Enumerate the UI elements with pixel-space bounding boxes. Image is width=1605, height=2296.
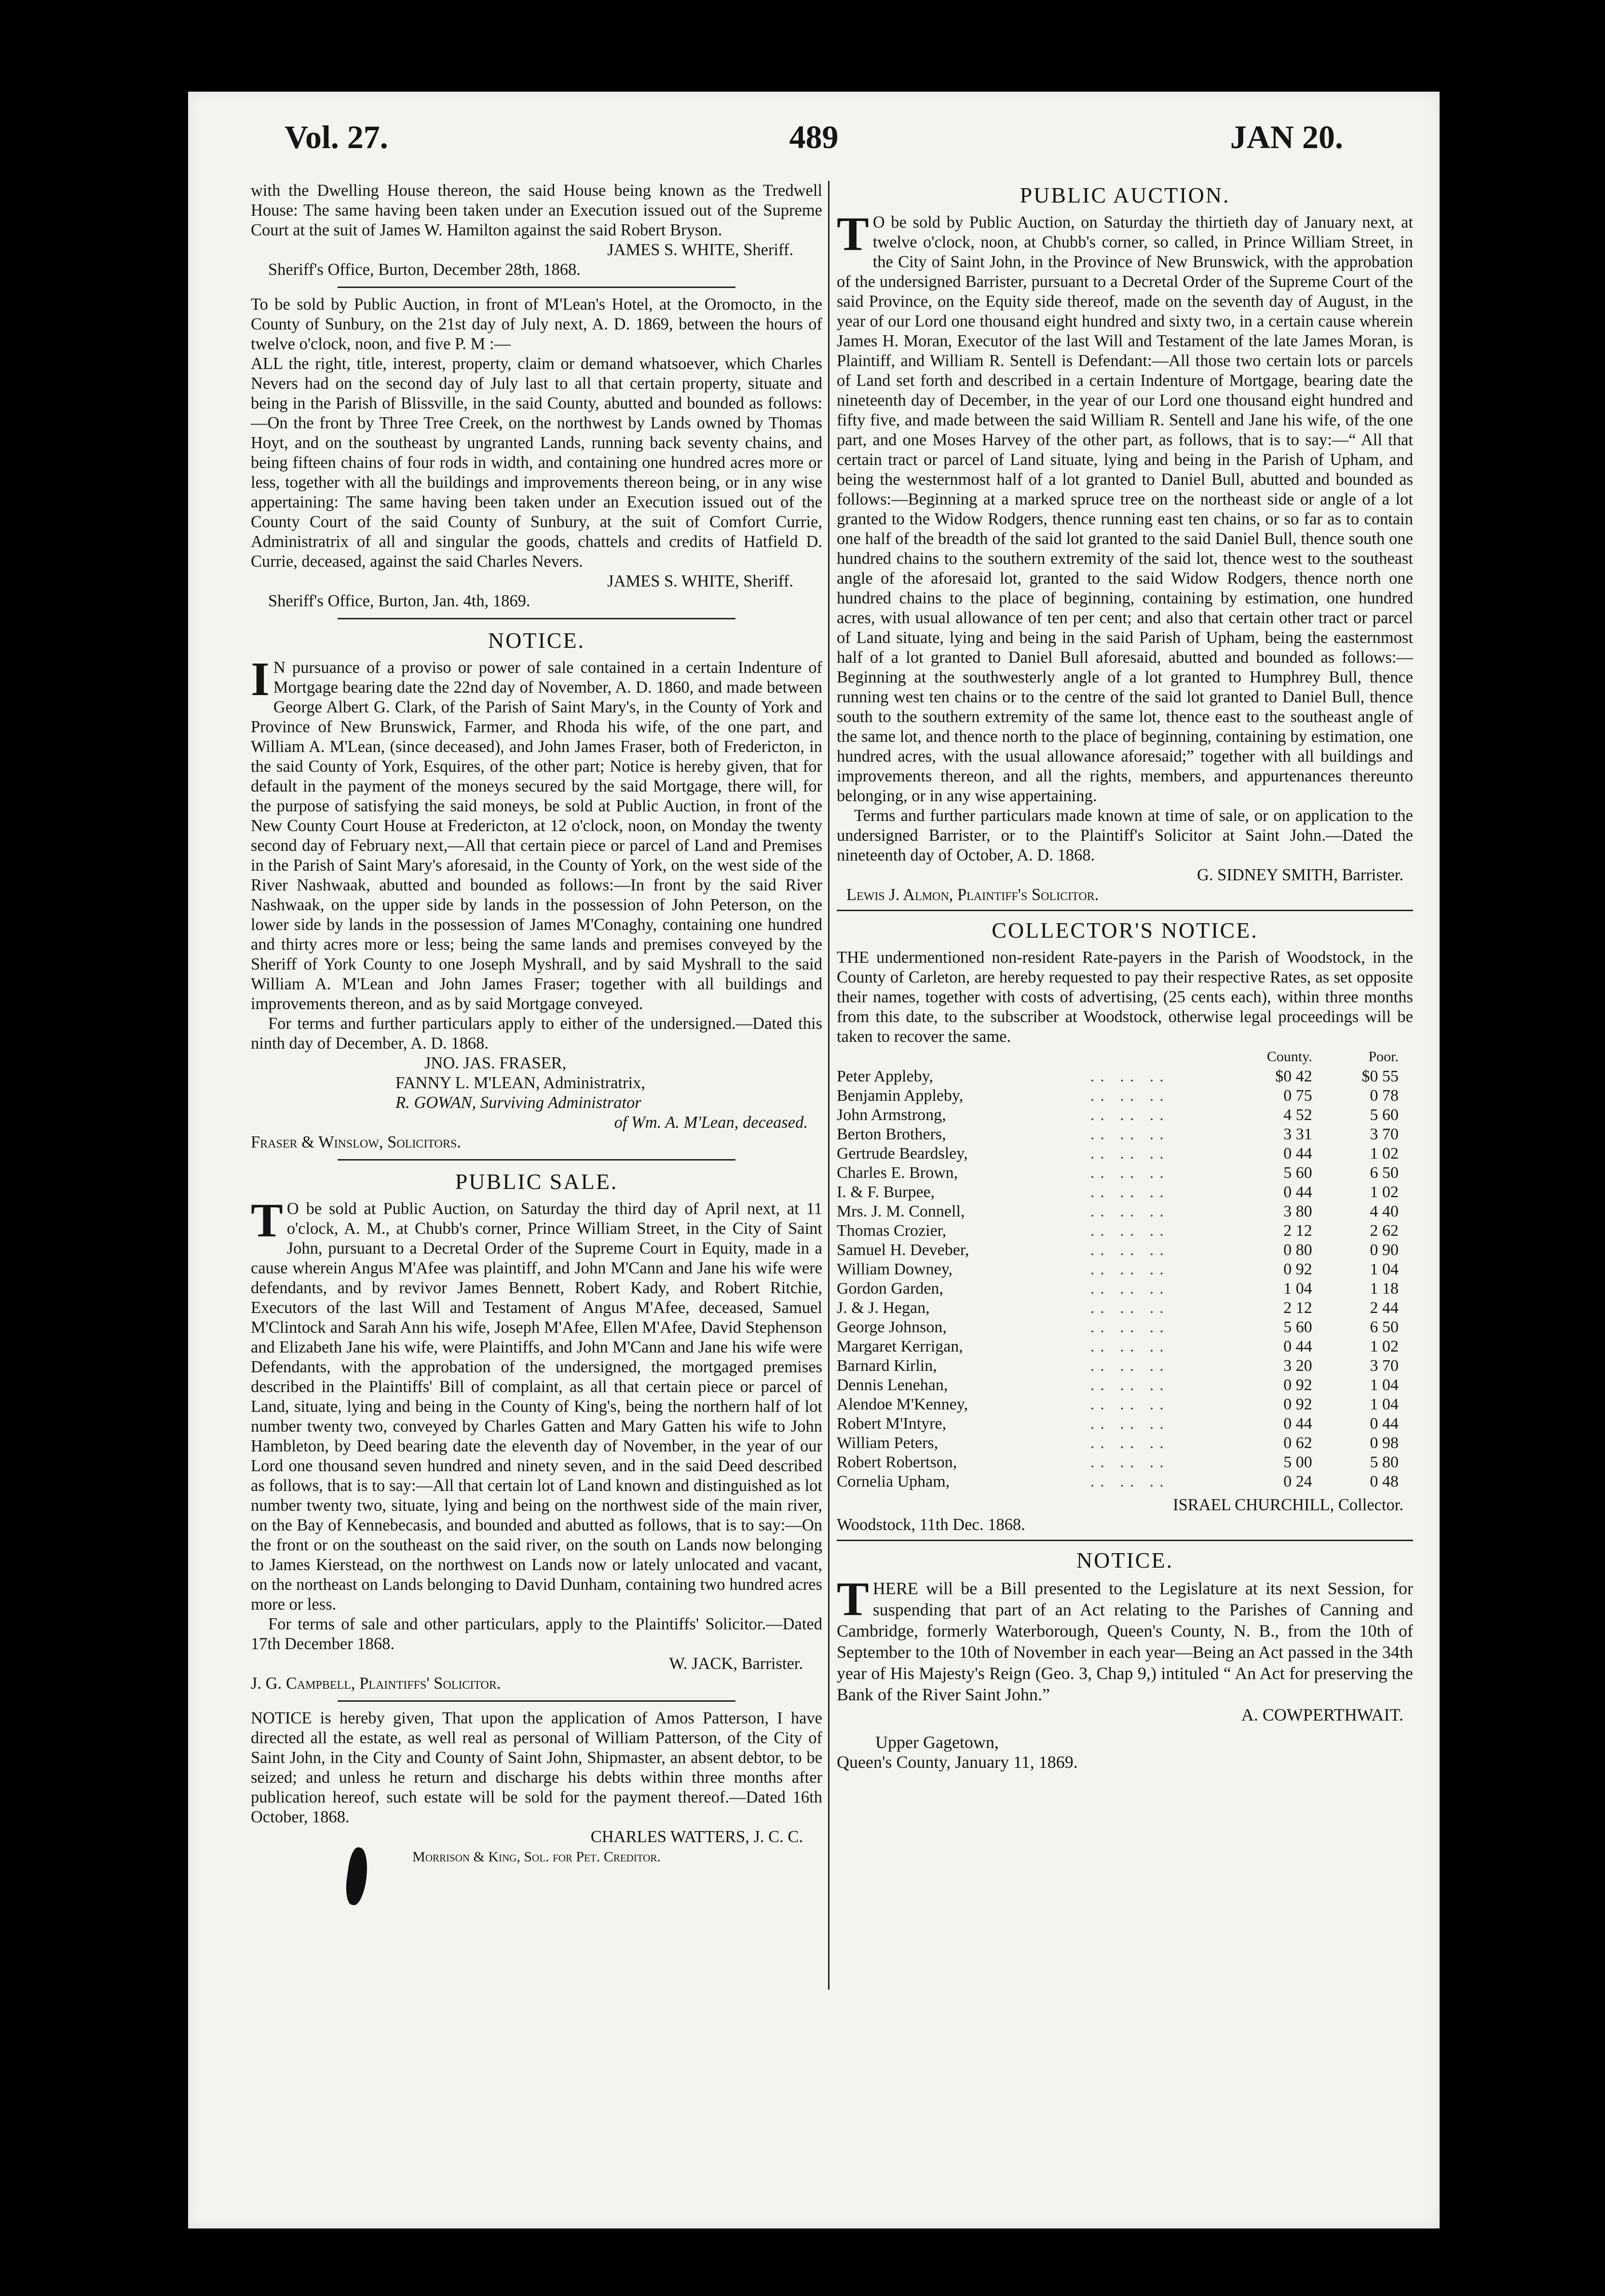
leader-dots: .. .. .. [1090, 1145, 1170, 1162]
notice-solicitor: Fraser & Winslow, Solicitors. [251, 1133, 461, 1151]
separator-rule [338, 1159, 735, 1161]
ratepayer-name: J. & J. Hegan, [837, 1299, 930, 1317]
leader-dots: .. .. .. [1090, 1164, 1170, 1182]
table-row [837, 1395, 1413, 1414]
notice-signer: G. SIDNEY SMITH, Barrister. [1197, 866, 1403, 884]
ratepayer-name: Barnard Kirlin, [837, 1357, 937, 1375]
poor-rate: 0 78 [1370, 1087, 1399, 1105]
ratepayer-name: Dennis Lenehan, [837, 1376, 948, 1394]
poor-rate: 0 98 [1370, 1434, 1399, 1452]
county-rate: 0 92 [1283, 1395, 1312, 1413]
poor-rate: 1 18 [1370, 1280, 1399, 1298]
signer-2: FANNY L. M'LEAN, Administratrix, [395, 1074, 645, 1092]
notice-dateline: Sheriff's Office, Burton, December 28th, 1868. [268, 260, 581, 279]
spacer [837, 1725, 1413, 1733]
poor-rate: 0 48 [1370, 1473, 1399, 1490]
right-column [837, 181, 1413, 1772]
county-rate: 3 80 [1283, 1203, 1312, 1220]
notice-heading: PUBLIC AUCTION. [1020, 183, 1230, 207]
ratepayer-name: Mrs. J. M. Connell, [837, 1203, 965, 1220]
table-row [837, 1125, 1413, 1144]
ratepayer-name: I. & F. Burpee, [837, 1183, 935, 1201]
ratepayer-name: Thomas Crozier, [837, 1222, 947, 1240]
separator-rule [338, 1700, 735, 1702]
drop-cap: I [251, 652, 270, 706]
notice-heading: COLLECTOR'S NOTICE. [992, 918, 1258, 943]
ratepayer-name: John Armstrong, [837, 1106, 946, 1124]
table-row [837, 1356, 1413, 1376]
ratepayer-name: Gordon Garden, [837, 1280, 943, 1298]
sheriff-sale-notice [251, 295, 822, 611]
notice-body: NOTICE is hereby given, That upon the application of Amos Patterson, I have directed all the estate, as well real as personal of William Patterson, of the City of Saint John, in the City and County of Saint John, Shipmaster, an absent debtor, to be seized; and unless he return and discharge his debts within three months after publication hereof, such estate will be sold for the payment thereof.—Dated 16th October, 1868. [251, 1709, 822, 1826]
notice-dateline: Queen's County, January 11, 1869. [837, 1752, 1078, 1772]
poor-rate: 5 80 [1370, 1453, 1399, 1471]
notice-signer: A. COWPERTHWAIT. [1241, 1705, 1403, 1724]
table-row [837, 1298, 1413, 1318]
mortgage-notice [251, 626, 822, 1152]
leader-dots: .. .. .. [1090, 1376, 1170, 1394]
separator-rule [837, 910, 1413, 911]
leader-dots: .. .. .. [1090, 1067, 1170, 1085]
poor-rate: 2 62 [1370, 1222, 1399, 1240]
table-row [837, 1279, 1413, 1298]
separator-rule [338, 618, 735, 619]
notice-body: ALL the right, title, interest, property, claim or demand whatsoever, which Charles Nevers had on the second day of July last to all that certain property, situate and being in the Parish of Blissville, in the said County, abutted and bounded as follows:—On the front by Three Tree Creek, on the northwest by Lands owned by Thomas Hoyt, and on the southeast by ungranted Lands, running back seventy chains, and being fifteen chains of four rods in width, and containing one hundred acres more or less, together with all the buildings and improvements thereon being, or in any wise appertaining: The same having been taken under an Execution issued out of the County Court of the said County of Sunbury, at the suit of Comfort Currie, Administratrix of all and singular the goods, chattels and credits of Hatfield D. Currie, deceased, against the said Charles Nevers. [251, 355, 822, 571]
newspaper-page [188, 92, 1440, 2228]
signer-4: of Wm. A. M'Lean, deceased. [614, 1113, 808, 1132]
poor-rate: 1 02 [1370, 1338, 1399, 1355]
notice-place: Upper Gagetown, [875, 1733, 999, 1752]
county-rate: 2 12 [1283, 1299, 1312, 1317]
issue-date: JAN 20. [1230, 119, 1343, 155]
table-row [837, 1434, 1413, 1453]
notice-solicitor: J. G. Campbell, Plaintiffs' Solicitor. [251, 1674, 501, 1693]
leader-dots: .. .. .. [1090, 1106, 1170, 1124]
separator-rule [338, 287, 735, 288]
poor-rate: 3 70 [1370, 1357, 1399, 1375]
page-header [285, 118, 1343, 171]
rates-table [837, 1047, 1413, 1491]
county-rate: 5 00 [1283, 1453, 1312, 1471]
notice-dateline: Sheriff's Office, Burton, Jan. 4th, 1869. [268, 592, 530, 610]
notice-solicitor: Morrison & King, Sol. for Pet. Creditor. [412, 1849, 661, 1865]
county-rate: 0 44 [1283, 1145, 1312, 1162]
poor-rate: 6 50 [1370, 1164, 1399, 1182]
table-row [837, 1086, 1413, 1106]
table-row [837, 1106, 1413, 1125]
notice-signer: CHARLES WATTERS, J. C. C. [590, 1828, 803, 1846]
table-row [837, 1183, 1413, 1202]
drop-cap: T [837, 1572, 869, 1626]
notice-body: N pursuance of a proviso or power of sale contained in a certain Indenture of Mortgage bearing date the 22nd day of November, A. D. 1860, and made between George Albert G. Clark, of the Parish of Saint Mary's, in the County of York and Province of New Brunswick, Farmer, and Rhoda his wife, of the one part, and William A. M'Lean, (since deceased), and John James Fraser, both of Fredericton, in the said County of York, Esquires, of the other part; Notice is hereby given, that for default in the payment of the moneys secured by the said Mortgage, there will, for the purpose of satisfying the said moneys, be sold at Public Auction, in front of the New County Court House at Fredericton, at 12 o'clock, noon, on Monday the twenty second day of February next,—All that certain piece or parcel of Land and Premises in the Parish of Saint Mary's aforesaid, in the County of York, on the west side of the River Nashwaak, abutted and bounded as follows:—In front by the said River Nashwaak, on the upper side by lands in the possession of John Peterson, on the lower side by lands in the possession of James M'Conaghy, containing one hundred and thirty acres more or less; being the same lands and premises conveyed by the Sheriff of York County to one Joseph Myshrall, and by said Myshrall to the said William A. M'Lean and John James Fraser; together with all buildings and improvements thereon, and as by said Mortgage conveyed. [251, 658, 822, 1013]
leader-dots: .. .. .. [1090, 1241, 1170, 1259]
separator-rule [837, 1540, 1413, 1541]
public-sale-notice [251, 1167, 822, 1694]
ratepayer-name: Robert Robertson, [837, 1453, 957, 1471]
county-rate: 5 60 [1283, 1318, 1312, 1336]
county-rate: 5 60 [1283, 1164, 1312, 1182]
ratepayer-name: Berton Brothers, [837, 1125, 946, 1143]
county-rate: 2 12 [1283, 1222, 1312, 1240]
notice-signer: JAMES S. WHITE, Sheriff. [607, 572, 793, 590]
leader-dots: .. .. .. [1090, 1125, 1170, 1143]
notice-body: O be sold at Public Auction, on Saturday the third day of April next, at 11 o'clock, A. M., at Chubb's corner, Prince William Street, in the City of Saint John, pursuant to a Decretal Order of the Supreme Court in Equity, made in a cause wherein Angus M'Afee was plaintiff, and John M'Cann and Jane his wife were defendants, and by revivor James Bennett, Robert Kady, and Robert Ritchie, Executors of the last Will and Testament of Angus M'Afee, deceased, Samuel M'Clintock and Sarah Ann his wife, Joseph M'Afee, Ellen M'Afee, David Stephenson and Elizabeth Jane his wife, were Plaintiffs, and John M'Cann and Jane his wife were Defendants, with the approbation of the undersigned, the mortgaged premises described in the Plaintiffs' Bill of complaint, as all that certain piece or parcel of Land, situate, lying and being in the County of King's, being the northern half of lot number twenty two, conveyed by Charles Gatten and Mary Gatten his wife to John Hambleton, by Deed bearing date the eleventh day of November, in the year of our Lord one thousand seven hundred and ninety seven, and in the said Deed described as follows, that is to say:—All that certain lot of Land known and distinguished as lot number twenty two, situate, lying and being on the northwest side of the main river, on the Bay of Kennebecasis, and bounded and abutted as follows, that is to say:—On the front or on the southeast on the said river, on the south on Lands now belonging to James Kierstead, on the northwest on Lands now or lately unlocated and vacant, on the northeast on Lands belonging to David Dunham, containing two hundred acres more or less. [251, 1200, 822, 1613]
leader-dots: .. .. .. [1090, 1087, 1170, 1105]
poor-rate: $0 55 [1361, 1067, 1399, 1085]
page-number: 489 [789, 119, 839, 155]
county-rate: 0 75 [1283, 1087, 1312, 1105]
poor-rate: 2 44 [1370, 1299, 1399, 1317]
poor-rate: 0 90 [1370, 1241, 1399, 1259]
ratepayer-name: William Peters, [837, 1434, 939, 1452]
notice-body: O be sold by Public Auction, on Saturday the thirtieth day of January next, at twelve o'clock, noon, at Chubb's corner, so called, in Prince William Street, in the City of Saint John, in the Province of New Brunswick, with the approbation of the undersigned Barrister, pursuant to a Decretal Order of the Supreme Court of the said Province, on the Equity side thereof, made on the seventh day of August, in the year of our Lord one thousand eight hundred and sixty two, in a certain cause wherein James H. Moran, Executor of the last Will and Testament of the late James Moran, is Plaintiff, and William R. Sentell is Defendant:—All those two certain lots or parcels of Land set forth and described in a certain Indenture of Mortgage, bearing date the nineteenth day of December, in the year of our Lord one thousand eight hundred and fifty five, and made between the said William R. Sentell and Jane his wife, of the one part, and one Moses Harvey of the other part, as follows, that is to say:—“ All that certain tract or parcel of Land situate, lying and being in the Parish of Upham, and being the westernmost half of a lot granted to Daniel Bull, abutted and bounded as follows:—Beginning at a marked spruce tree on the northeast side or angle of a lot granted to the Widow Rodgers, thence running east ten chains, or so far as to contain one half of the breadth of the said lot granted to the said Daniel Bull, thence south one hundred chains to the southern extremity of the said lot, thence west to the southeast angle of the aforesaid lot, granted to the said Widow Rodgers, thence north one hundred chains to the place of beginning, containing by estimation, one hundred acres, with usual allowance of ten per cent; and also that certain other tract or parcel of Land situate, lying and being in the said Parish of Upham, being the easternmost half of a lot granted to Daniel Bull aforesaid, abutted and bounded as follows:—Beginning at the southwesterly angle of a lot granted to Humphrey Bull, thence running west ten chains or to the centre of the said lot granted to Daniel Bull, thence south to the southern extremity of the same lot, thence east to the southeast angle of the same lot, and thence north to the place of beginning, containing by estimation, one hundred acres, with the usual allowance aforesaid;” together with all buildings and improvements thereon, and all the rights, members, and appurtenances thereunto belonging, or in any wise appertaining. [837, 213, 1413, 805]
leader-dots: .. .. .. [1090, 1453, 1170, 1471]
sheriff-notice-continued [251, 181, 822, 280]
ratepayer-name: Robert M'Intyre, [837, 1415, 947, 1433]
poor-rate: 0 44 [1370, 1415, 1399, 1433]
column-divider [828, 181, 830, 1990]
county-rate: 0 44 [1283, 1183, 1312, 1201]
notice-body: THE undermentioned non-resident Rate-payers in the Parish of Woodstock, in the County of Carleton, are hereby requested to pay their respective Rates, as set opposite their names, together with costs of advertising, (25 cents each), within three months from this date, to the subscriber at Woodstock, otherwise legal proceedings will be taken to recover the same. [837, 948, 1413, 1046]
signer-1: JNO. JAS. FRASER, [424, 1054, 567, 1072]
table-row [837, 1067, 1413, 1086]
public-auction-notice [837, 181, 1413, 905]
ratepayer-name: Samuel H. Deveber, [837, 1241, 969, 1259]
drop-cap: T [837, 207, 869, 260]
notice-body: HERE will be a Bill presented to the Legislature at its next Session, for suspending that part of an Act relating to the Parishes of Canning and Cambridge, formerly Waterborough, Queen's County, N. B., from the 10th of September to the 10th of November in each year—Being an Act passed in the 34th year of His Majesty's Reign (Geo. 3, Chap 9,) intituled “ An Act for preserving the Bank of the River Saint John.” [837, 1579, 1413, 1704]
county-rate: 3 20 [1283, 1357, 1312, 1375]
county-rate: $0 42 [1275, 1067, 1312, 1085]
poor-rate: 6 50 [1370, 1318, 1399, 1336]
ratepayer-name: Gertrude Beardsley, [837, 1145, 968, 1162]
column-header-county: County. [1266, 1049, 1312, 1065]
leader-dots: .. .. .. [1090, 1357, 1170, 1375]
table-row [837, 1163, 1413, 1183]
column-header-poor: Poor. [1368, 1049, 1399, 1065]
notice-heading: PUBLIC SALE. [455, 1169, 618, 1194]
notice-terms: Terms and further particulars made known at time of sale, or on application to the undersigned Barrister, or to the Plaintiff's Solicitor at Saint John.—Dated the nineteenth day of October, A. D. 1868. [837, 806, 1413, 864]
leader-dots: .. .. .. [1090, 1183, 1170, 1201]
ratepayer-name: Margaret Kerrigan, [837, 1338, 963, 1355]
table-row [837, 1144, 1413, 1163]
notice-signer: ISRAEL CHURCHILL, Collector. [1173, 1496, 1403, 1514]
leader-dots: .. .. .. [1090, 1280, 1170, 1298]
notice-signer: W. JACK, Barrister. [669, 1654, 803, 1673]
county-rate: 0 92 [1283, 1376, 1312, 1394]
poor-rate: 1 02 [1370, 1183, 1399, 1201]
leader-dots: .. .. .. [1090, 1222, 1170, 1240]
ratepayer-name: Alendoe M'Kenney, [837, 1395, 968, 1413]
notice-heading: NOTICE. [488, 628, 585, 653]
left-column [251, 181, 822, 1867]
ratepayer-name: William Downey, [837, 1260, 953, 1278]
poor-rate: 4 40 [1370, 1203, 1399, 1220]
county-rate: 0 24 [1283, 1473, 1312, 1490]
notice-dateline: Woodstock, 11th Dec. 1868. [837, 1516, 1025, 1534]
leader-dots: .. .. .. [1090, 1318, 1170, 1336]
ratepayer-name: Peter Appleby, [837, 1067, 933, 1085]
table-header-row [837, 1047, 1413, 1067]
county-rate: 0 80 [1283, 1241, 1312, 1259]
table-row [837, 1337, 1413, 1356]
notice-heading: NOTICE. [1076, 1548, 1174, 1572]
county-rate: 4 52 [1283, 1106, 1312, 1124]
county-rate: 0 92 [1283, 1260, 1312, 1278]
table-row [837, 1472, 1413, 1491]
ratepayer-name: Benjamin Appleby, [837, 1087, 964, 1105]
leader-dots: .. .. .. [1090, 1473, 1170, 1490]
leader-dots: .. .. .. [1090, 1203, 1170, 1220]
notice-body: with the Dwelling House thereon, the said House being known as the Tredwell House: The same having been taken under an Execution issued out of the Supreme Court at the suit of James W. Hamilton against the said Robert Bryson. [251, 181, 822, 239]
absent-debtor-notice [251, 1708, 822, 1867]
ratepayer-name: Cornelia Upham, [837, 1473, 950, 1490]
drop-cap: T [251, 1193, 283, 1247]
table-row [837, 1453, 1413, 1472]
table-row [837, 1414, 1413, 1434]
poor-rate: 5 60 [1370, 1106, 1399, 1124]
table-row [837, 1221, 1413, 1241]
leader-dots: .. .. .. [1090, 1395, 1170, 1413]
poor-rate: 1 04 [1370, 1395, 1399, 1413]
table-row [837, 1376, 1413, 1395]
leader-dots: .. .. .. [1090, 1260, 1170, 1278]
table-row [837, 1318, 1413, 1337]
leader-dots: .. .. .. [1090, 1415, 1170, 1433]
county-rate: 0 62 [1283, 1434, 1312, 1452]
signer-3: R. GOWAN, Surviving Administrator [395, 1093, 641, 1112]
bill-notice [837, 1546, 1413, 1772]
volume-label: Vol. 27. [285, 119, 388, 155]
ratepayer-name: Charles E. Brown, [837, 1164, 958, 1182]
poor-rate: 1 04 [1370, 1260, 1399, 1278]
leader-dots: .. .. .. [1090, 1434, 1170, 1452]
notice-intro: To be sold by Public Auction, in front of M'Lean's Hotel, at the Oromocto, in the County of Sunbury, on the 21st day of July next, A. D. 1869, between the hours of twelve o'clock, noon, and five P. M :— [251, 295, 822, 353]
collectors-notice [837, 916, 1413, 1535]
table-row [837, 1260, 1413, 1279]
leader-dots: .. .. .. [1090, 1299, 1170, 1317]
county-rate: 3 31 [1283, 1125, 1312, 1143]
county-rate: 1 04 [1283, 1280, 1312, 1298]
notice-terms: For terms and further particulars apply to either of the undersigned.—Dated this ninth day of December, A. D. 1868. [251, 1014, 822, 1052]
ratepayer-name: George Johnson, [837, 1318, 947, 1336]
county-rate: 0 44 [1283, 1415, 1312, 1433]
table-row [837, 1241, 1413, 1260]
county-rate: 0 44 [1283, 1338, 1312, 1355]
poor-rate: 1 02 [1370, 1145, 1399, 1162]
notice-solicitor: Lewis J. Almon, Plaintiff's Solicitor. [846, 886, 1099, 904]
rates-table-body [837, 1067, 1413, 1491]
notice-terms: For terms of sale and other particulars, apply to the Plaintiffs' Solicitor.—Dated 17th December 1868. [251, 1615, 822, 1653]
poor-rate: 1 04 [1370, 1376, 1399, 1394]
leader-dots: .. .. .. [1090, 1338, 1170, 1355]
table-row [837, 1202, 1413, 1221]
poor-rate: 3 70 [1370, 1125, 1399, 1143]
notice-signer: JAMES S. WHITE, Sheriff. [607, 241, 793, 259]
